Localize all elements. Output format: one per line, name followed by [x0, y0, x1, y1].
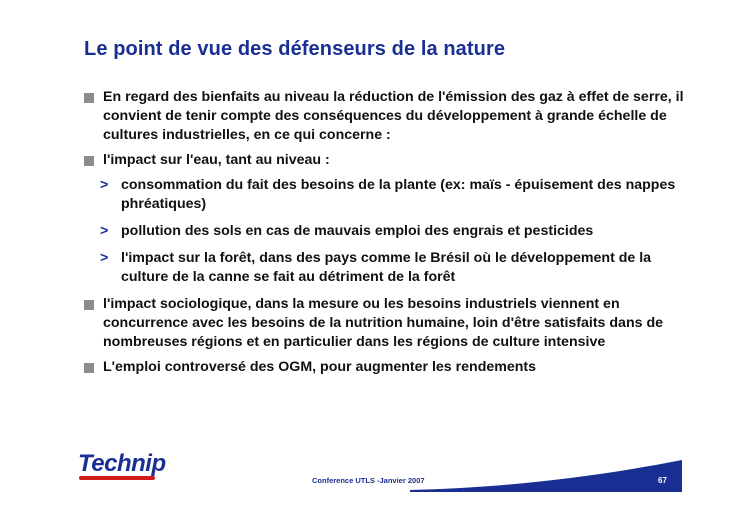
square-bullet-icon — [84, 363, 94, 373]
logo-text: Technip — [78, 450, 166, 477]
footer-conference: Conference UTLS -Janvier 2007 — [312, 476, 425, 485]
chevron-right-icon: > — [100, 223, 109, 239]
slide-title: Le point de vue des défenseurs de la nature — [84, 38, 506, 60]
square-bullet-icon — [84, 93, 94, 103]
slide-body — [84, 88, 684, 383]
bullet-item — [84, 151, 684, 170]
chevron-right-icon: > — [100, 250, 109, 266]
bullet-item — [84, 358, 684, 377]
chevron-right-icon: > — [100, 177, 109, 193]
sub-bullet-item — [84, 249, 684, 287]
bullet-text: L'emploi controversé des OGM, pour augmenter les rendements — [103, 359, 537, 375]
sub-bullet-text: consommation du fait des besoins de la plante (ex: maïs - épuisement des nappes phréatiques) — [121, 177, 676, 212]
sub-bullet-text: l'impact sur la forêt, dans des pays comme le Brésil où le développement de la culture de la canne se fait au détriment de la forêt — [121, 250, 652, 285]
sub-bullet-text: pollution des sols en cas de mauvais emploi des engrais et pesticides — [121, 223, 594, 239]
bullet-item — [84, 88, 684, 145]
square-bullet-icon — [84, 156, 94, 166]
bullet-text: l'impact sociologique, dans la mesure ou les besoins industriels viennent en concurrence avec les besoins de la nutrition humaine, loin d'être satisfaits dans de nombreuses régions et en particulier dans les régions de culture intensive — [103, 296, 664, 350]
bullet-text: En regard des bienfaits au niveau la réduction de l'émission des gaz à effet de serre, il convient de tenir compte des conséquences du développement à grande échelle de cultures industrielles, en ce qui concerne : — [103, 89, 684, 143]
sub-bullet-item — [84, 222, 684, 241]
bullet-item — [84, 295, 684, 352]
page-number: 67 — [658, 476, 667, 485]
footer-bar — [410, 458, 682, 492]
bullet-text: l'impact sur l'eau, tant au niveau : — [103, 152, 330, 168]
square-bullet-icon — [84, 300, 94, 310]
technip-logo — [78, 450, 166, 480]
sub-bullet-item — [84, 176, 684, 214]
